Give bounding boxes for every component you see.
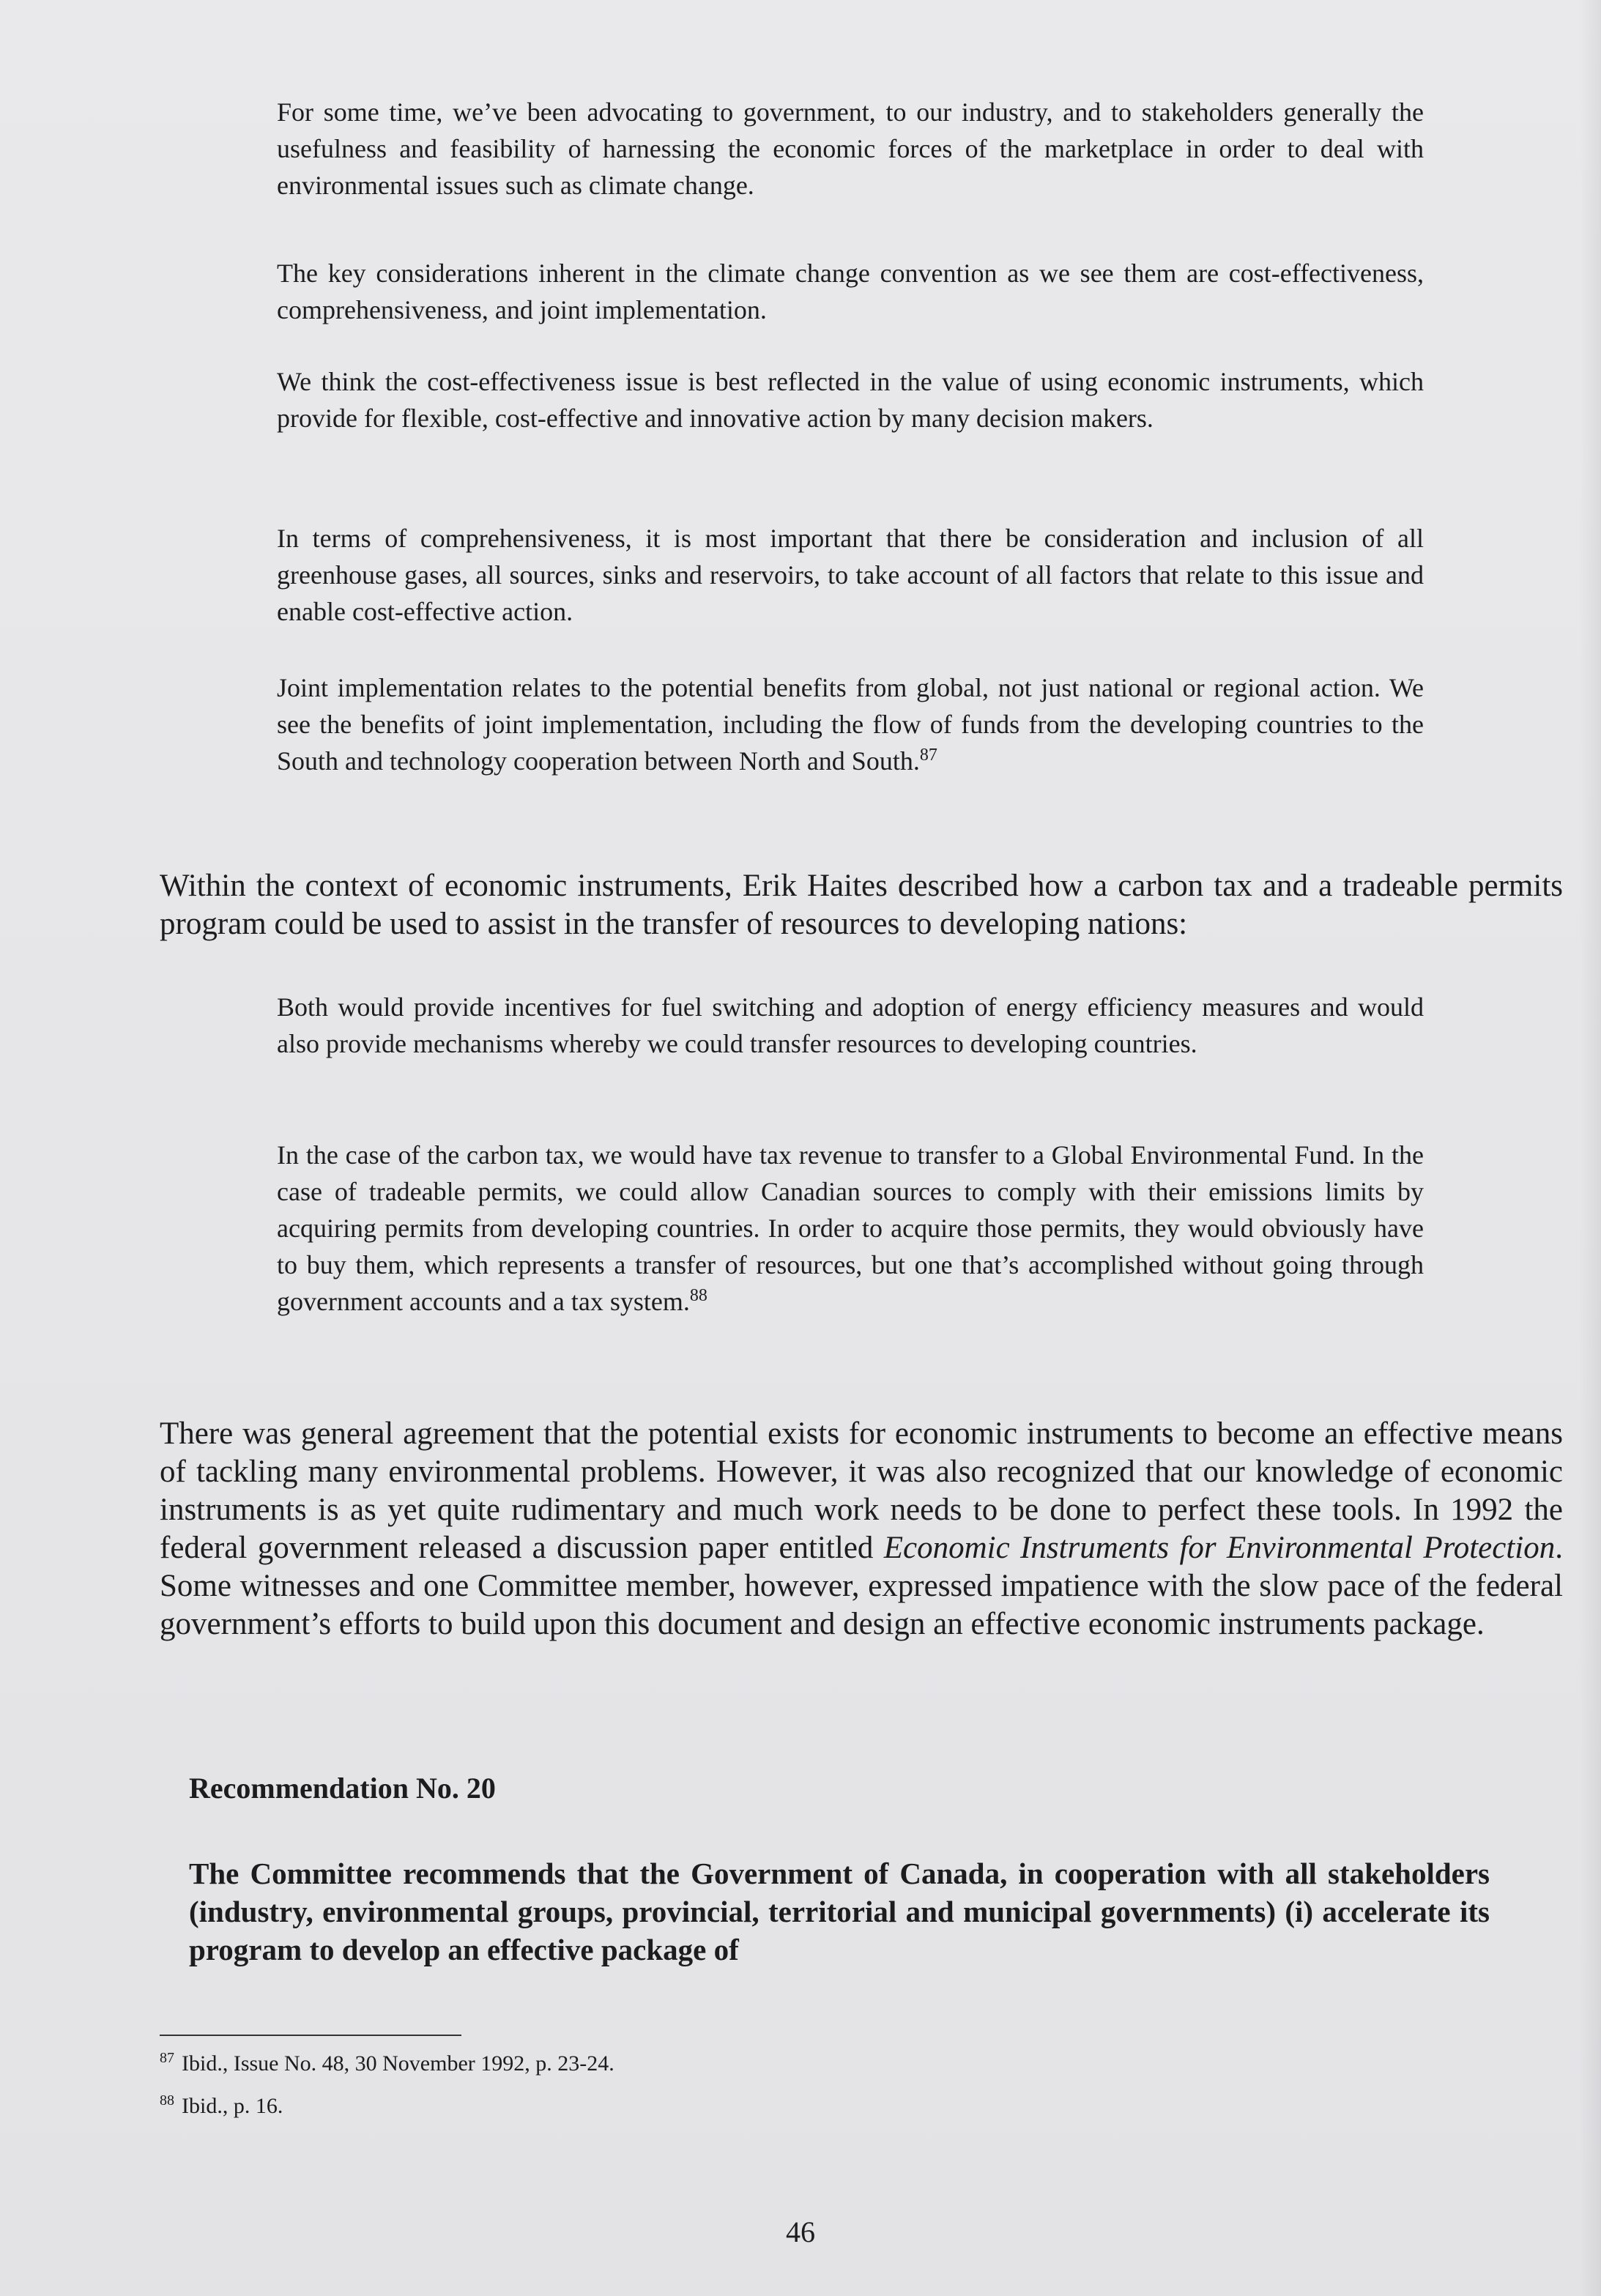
- recommendation-text: The Committee recommends that the Government of Canada, in cooperation with all stakeholders (industry, environmental groups, provincial, territorial and municipal governments) (i) accelerate its program to develop an effective package of: [189, 1857, 1490, 1966]
- page-number: 46: [786, 2215, 815, 2248]
- quote-paragraph: [277, 669, 1424, 779]
- recommendation-heading: Recommendation No. 20: [189, 1772, 496, 1805]
- quote-text: In the case of the carbon tax, we would have tax revenue to transfer to a Global Environmental Fund. In the case of tradeable permits, we could allow Canadian sources to comply with their emissions limits by acquiring permits from developing countries. In order to acquire those permits, they would obviously have to buy them, which represents a transfer of resources, but one that’s accomplished without going through government accounts and a tax system.: [277, 1140, 1424, 1316]
- footnote-text: Ibid., p. 16.: [182, 2094, 283, 2118]
- paragraph-text: . Some witnesses and one Committee member, however, expressed impatience with the slow pace of the federal government’s efforts to build upon this document and design an effective economic instruments package.: [160, 1531, 1563, 1641]
- paragraph-text: Within the context of economic instruments, Erik Haites described how a carbon tax and a tradeable permits program could be used to assist in the transfer of resources to developing nations:: [160, 869, 1563, 941]
- quote-paragraph: [277, 520, 1424, 630]
- footnote-number: 87: [160, 2050, 174, 2066]
- paragraph-text: There was general agreement that the potential exists for economic instruments to become an effective means of tackling many environmental problems. However, it was also recognized that our knowledge of economic instruments is as yet quite rudimentary and much work needs to be done to perfect these tools. In 1992 the federal government released a discussion paper entitled: [160, 1416, 1563, 1565]
- quote-paragraph: [277, 363, 1424, 436]
- body-paragraph: [160, 1415, 1563, 1643]
- footnote-ref-87[interactable]: 87: [919, 746, 937, 765]
- quote-paragraph: [277, 94, 1424, 204]
- footnote-ref-88[interactable]: 88: [689, 1286, 707, 1305]
- quote-text: In terms of comprehensiveness, it is most important that there be consideration and inclusion of all greenhouse gases, all sources, sinks and reservoirs, to take account of all factors that relate to this issue and enable cost-effective action.: [277, 524, 1424, 626]
- quote-paragraph: [277, 255, 1424, 328]
- footnote-divider: [160, 2035, 461, 2036]
- footnote-text: Ibid., Issue No. 48, 30 November 1992, p. 23-24.: [182, 2051, 614, 2076]
- quote-text: For some time, we’ve been advocating to government, to our industry, and to stakeholders generally the usefulness and feasibility of harnessing the economic forces of the marketplace in order to deal with environmental issues such as climate change.: [277, 97, 1424, 200]
- document-title-italic: Economic Instruments for Environmental Protection: [883, 1531, 1556, 1565]
- footnote-88: [160, 2093, 283, 2119]
- quote-text: The key considerations inherent in the climate change convention as we see them are cost-effectiveness, comprehensiveness, and joint implementation.: [277, 259, 1424, 324]
- footnote-87: [160, 2051, 614, 2077]
- page-edge-shadow: [1579, 0, 1601, 2296]
- quote-text: We think the cost-effectiveness issue is best reflected in the value of using economic instruments, which provide for flexible, cost-effective and innovative action by many decision makers.: [277, 367, 1424, 433]
- body-paragraph: [160, 867, 1563, 943]
- quote-paragraph: [277, 1137, 1424, 1320]
- quote-text: Both would provide incentives for fuel switching and adoption of energy efficiency measures and would also provide mechanisms whereby we could transfer resources to developing countries.: [277, 992, 1424, 1058]
- quote-text: Joint implementation relates to the potential benefits from global, not just national or regional action. We see the benefits of joint implementation, including the flow of funds from the developing countries to the South and technology cooperation between North and South.: [277, 673, 1424, 776]
- quote-paragraph: [277, 989, 1424, 1062]
- footnote-number: 88: [160, 2092, 174, 2109]
